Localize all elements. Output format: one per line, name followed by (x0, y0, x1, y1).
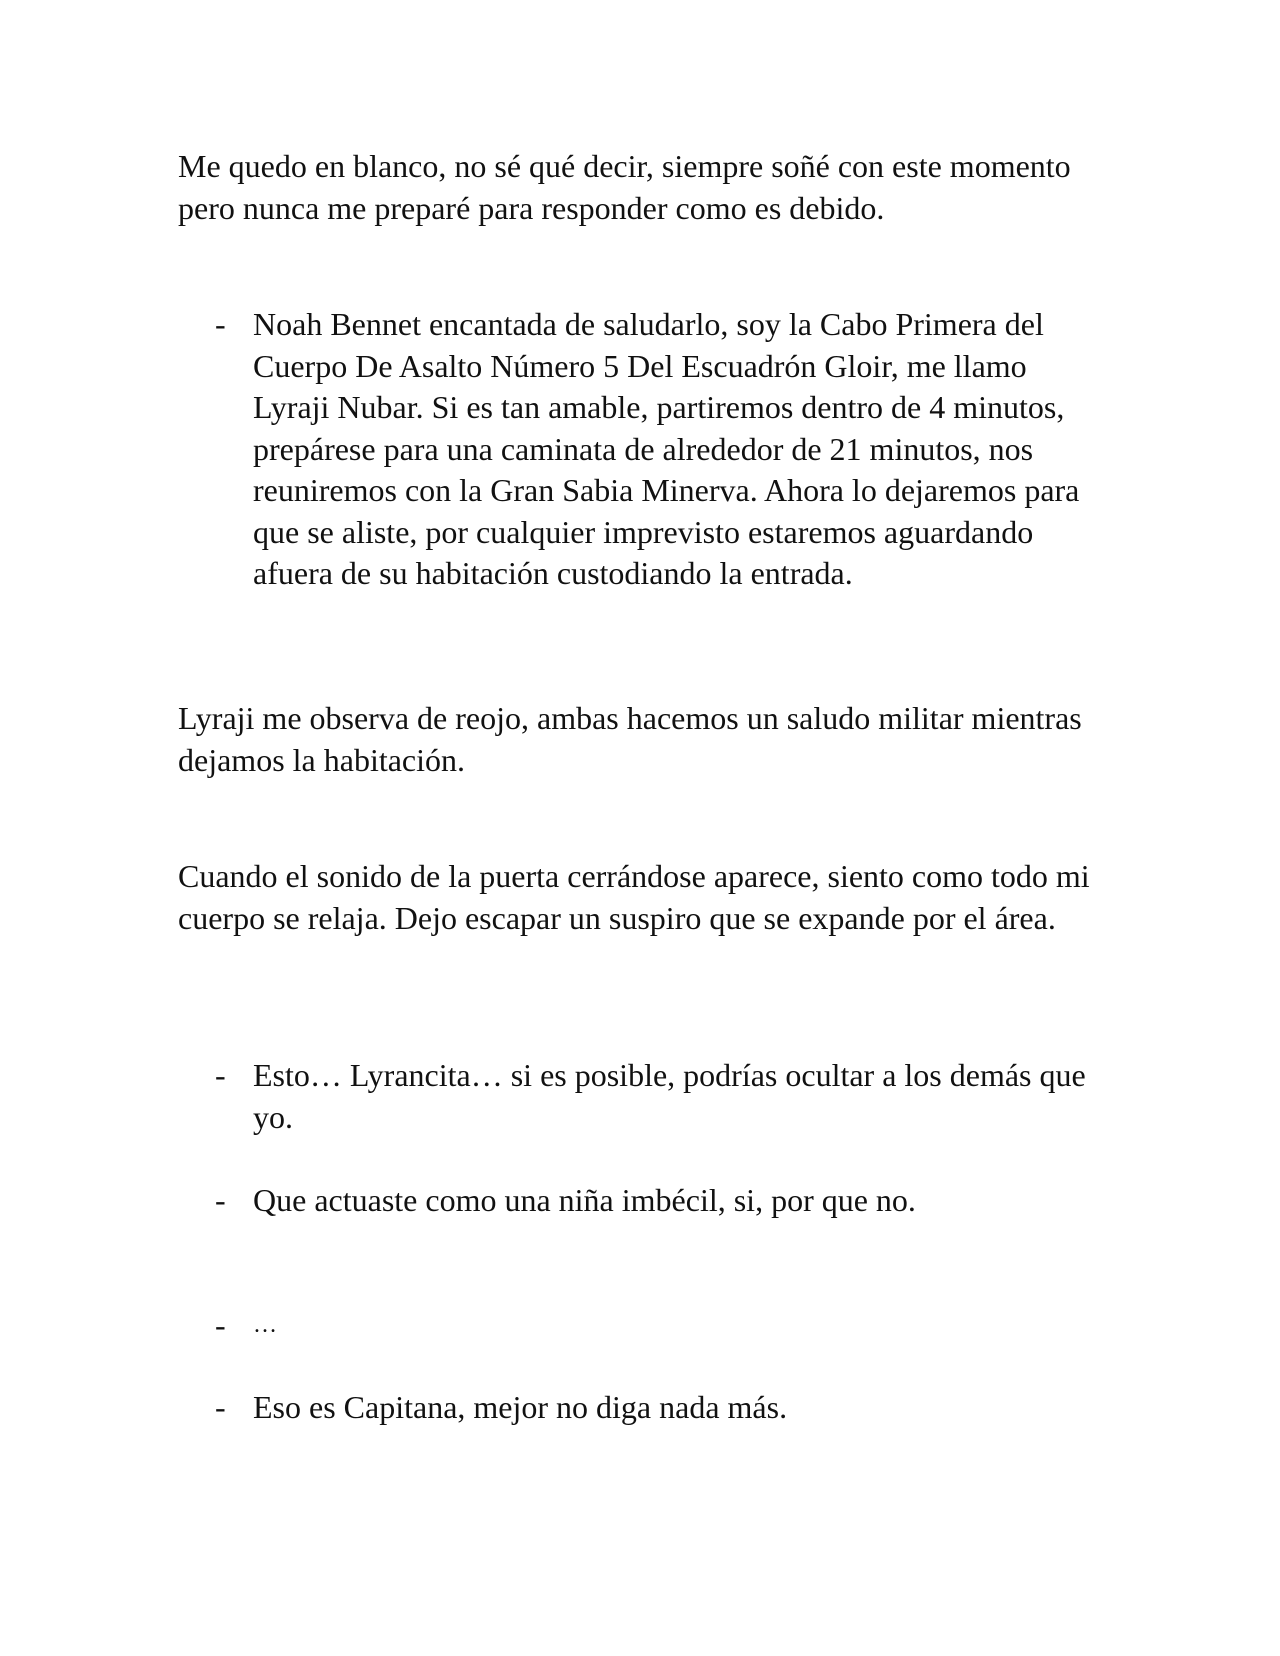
dialogue-line-ellipsis (215, 1305, 1095, 1347)
paragraph-door-closing: Cuando el sonido de la puerta cerrándose aparece, siento como todo mi cuerpo se relaja. Dejo escapar un suspiro que se expande por el área. (178, 858, 1090, 936)
dialogue-dash: - (215, 1307, 226, 1343)
dialogue-line-closing (215, 1387, 1095, 1429)
dialogue-dash: - (215, 306, 226, 342)
dialogue-text: Esto… Lyrancita… si es posible, podrías ocultar a los demás que yo. (253, 1057, 1086, 1135)
dialogue-text: Noah Bennet encantada de saludarlo, soy la Cabo Primera del Cuerpo De Asalto Número 5 Del Escuadrón Gloir, me llamo Lyraji Nubar. Si es tan amable, partiremos dentro de 4 minutos, prepárese para una caminata de alrededor de 21 minutos, nos reuniremos con la Gran Sabia Minerva. Ahora lo dejaremos para que se aliste, por cualquier imprevisto estaremos aguardando afuera de su habitación custodiando la entrada. (253, 306, 1080, 591)
paragraph-opening: Me quedo en blanco, no sé qué decir, siempre soñé con este momento pero nunca me preparé para responder como es debido. (178, 148, 1071, 226)
paragraph-salute: Lyraji me observa de reojo, ambas hacemos un saludo militar mientras dejamos la habitación. (178, 700, 1082, 778)
dialogue-dash: - (215, 1182, 226, 1218)
dialogue-text: Que actuaste como una niña imbécil, si, por que no. (253, 1182, 916, 1218)
dialogue-line-reply (215, 1180, 1095, 1222)
dialogue-text: … (253, 1312, 279, 1338)
dialogue-dash: - (215, 1389, 226, 1425)
dialogue-dash: - (215, 1057, 226, 1093)
dialogue-line-request (215, 1055, 1095, 1138)
dialogue-text: Eso es Capitana, mejor no diga nada más. (253, 1389, 788, 1425)
dialogue-line-lyraji-greeting (215, 304, 1095, 595)
